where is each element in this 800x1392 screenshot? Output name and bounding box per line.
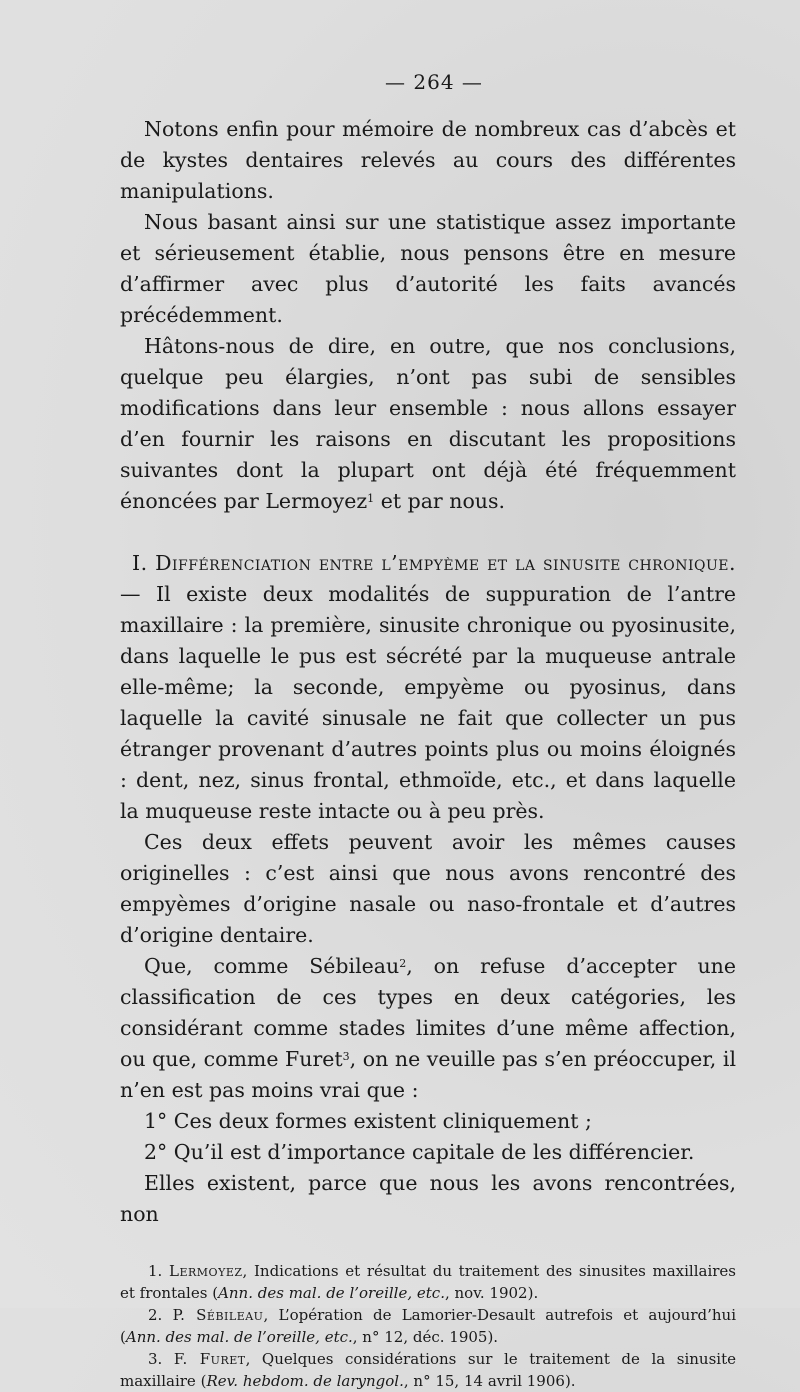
footnotes <box>120 1260 736 1392</box>
footnote-1: 1. Lermoyez, Indications et résultat du traitement des sinusites maxillaires et frontales (Ann. des mal. de l’oreille, etc., nov. 1902). <box>120 1262 736 1302</box>
page-number: — 264 — <box>385 70 483 94</box>
footnote-ref-3: 3 <box>342 1050 350 1063</box>
point-1: 1° Ces deux formes existent cliniquement ; <box>144 1109 592 1133</box>
footnote-ref-1: 1 <box>367 492 375 505</box>
body-text <box>120 114 736 1230</box>
paragraph-conclusions: Hâtons-nous de dire, en outre, que nos conclusions, quelque peu élargies, n’ont pas subi de sensibles modifications dans leur ensemble : nous allons essayer d’en fournir les raisons en discutant les propositions suivantes dont la plupart ont déjà été fréquemment énoncées par Lermoyez$^1$ et par nous. <box>120 334 736 513</box>
paragraph-causes: Ces deux effets peuvent avoir les mêmes causes originelles : c’est ainsi que nous avons rencontré des empyèmes d’origine nasale ou naso-frontale et d’autres d’origine dentaire. <box>120 830 736 947</box>
paragraph-abscesses: Notons enfin pour mémoire de nombreux cas d’abcès et de kystes dentaires relevés au cours des différentes manipulations. <box>120 117 736 203</box>
book-page <box>120 70 736 1392</box>
paragraph-last: Elles existent, parce que nous les avons rencontrées, non <box>120 1171 736 1226</box>
paragraph-classification: Que, comme Sébileau$^2$, on refuse d’accepter une classification de ces types en deux catégories, les considérant comme stades limites d’une même affection, ou que, comme Furet$^3$, on ne veuille pas s’en préoccuper, il n’en est pas moins vrai que : <box>120 954 737 1102</box>
footnote-2: 2. P. Sébileau, L’opération de Lamorier-Desault autrefois et aujourd’hui (Ann. des mal. de l’oreille, etc., n° 12, déc. 1905). <box>120 1306 736 1346</box>
point-2: 2° Qu’il est d’importance capitale de les différencier. <box>144 1140 695 1164</box>
section-differentiation: I. Différenciation entre l’empyème et la sinusite chronique. — Il existe deux modalités de suppuration de l’antre maxillaire : la première, sinusite chronique ou pyosinusite, dans laquelle le pus est sécrété par la muqueuse antrale elle-même; la seconde, empyème ou pyosinus, dans laquelle la cavité sinusale ne fait que collecter un pus étranger provenant d’autres points plus ou moins éloignés : dent, nez, sinus frontal, ethmoïde, etc., et dans laquelle la muqueuse reste intacte ou à peu près. <box>120 551 736 823</box>
footnote-3: 3. F. Furet, Quelques considérations sur le traitement de la sinusite maxillaire (Rev. hebdom. de laryngol., n° 15, 14 avril 1906). <box>120 1350 736 1390</box>
section-heading: I. Différenciation entre l’empyème et la sinusite chronique. <box>132 551 736 575</box>
paragraph-statistics: Nous basant ainsi sur une statistique assez importante et sérieusement établie, nous pensons être en mesure d’affirmer avec plus d’autorité les faits avancés précédemment. <box>120 210 736 327</box>
footnote-ref-2: 2 <box>399 957 407 970</box>
